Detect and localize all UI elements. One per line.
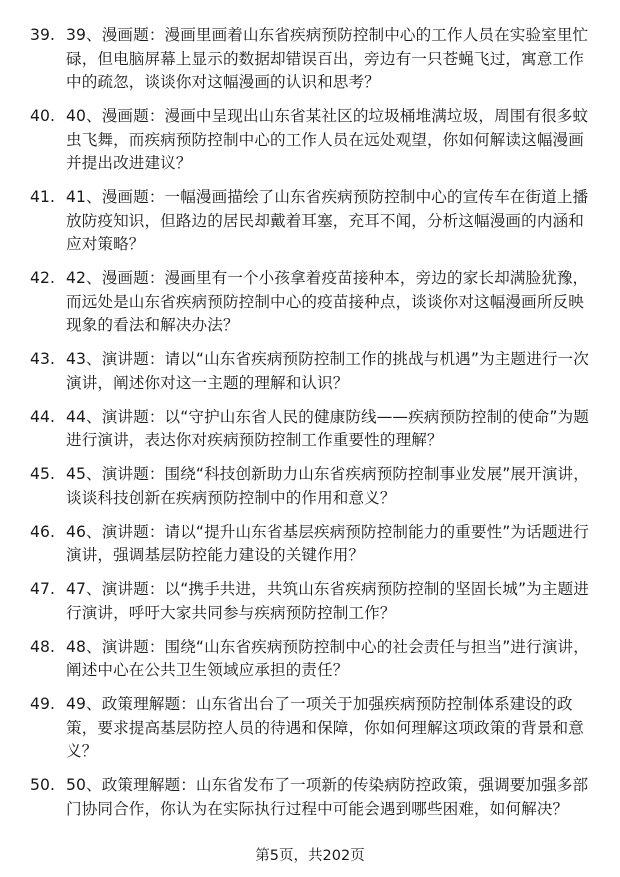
question-number: 48.: [30, 637, 56, 656]
question-item: [30, 521, 596, 568]
question-list: [30, 24, 596, 832]
question-item: [30, 693, 596, 764]
question-text: 49、政策理解题：山东省出台了一项关于加强疾病预防控制体系建设的政策，要求提高基层防控人员的待遇和保障，你如何理解这项政策的背景和意义？: [66, 695, 584, 760]
question-text: 39、漫画题：漫画里画着山东省疾病预防控制中心的工作人员在实验室里忙碌，但电脑屏幕上显示的数据却错误百出，旁边有一只苍蝇飞过，寓意工作中的疏忽，谈谈你对这幅漫画的认识和思考？: [66, 26, 589, 91]
question-number: 44.: [30, 407, 56, 426]
question-item: [30, 406, 596, 453]
question-item: [30, 463, 596, 510]
question-item: [30, 24, 596, 95]
question-item: [30, 186, 596, 257]
question-text: 46、演讲题：请以“提升山东省基层疾病预防控制能力的重要性”为话题进行演讲，强调基层防控能力建设的关键作用？: [66, 522, 589, 564]
question-text: 47、演讲题：以“携手共进，共筑山东省疾病预防控制的坚固长城”为主题进行演讲，呼吁大家共同参与疾病预防控制工作？: [66, 580, 589, 622]
page-footer: [0, 846, 620, 866]
question-item: [30, 578, 596, 625]
question-number: 50.: [30, 776, 56, 794]
question-number: 47.: [30, 580, 56, 598]
question-item: [30, 267, 596, 338]
question-number: 43.: [30, 350, 56, 368]
question-number: 46.: [30, 522, 56, 541]
page-number-label: 第5页，共202页: [255, 848, 365, 864]
question-text: 42、漫画题：漫画里有一个小孩拿着疫苗接种本，旁边的家长却满脸犹豫，而远处是山东省疾病预防控制中心的疫苗接种点，谈谈你对这幅漫画所反映现象的看法和解决办法？: [66, 269, 589, 334]
question-text: 43、演讲题：请以“山东省疾病预防控制工作的挑战与机遇”为主题进行一次演讲，阐述你对这一主题的理解和认识？: [66, 350, 589, 392]
question-item: [30, 348, 596, 395]
question-text: 45、演讲题：围绕“科技创新助力山东省疾病预防控制事业发展”展开演讲，谈谈科技创新在疾病预防控制中的作用和意义？: [66, 465, 589, 507]
question-text: 50、政策理解题：山东省发布了一项新的传染病防控政策，强调要加强多部门协同合作，你认为在实际执行过程中可能会遇到哪些困难，如何解决？: [66, 776, 589, 818]
question-item: [30, 105, 596, 176]
question-text: 41、漫画题：一幅漫画描绘了山东省疾病预防控制中心的宣传车在街道上播放防疫知识，但路边的居民却戴着耳塞，充耳不闻，分析这幅漫画的内涵和应对策略？: [66, 188, 589, 253]
question-item: [30, 636, 596, 683]
question-text: 48、演讲题：围绕“山东省疾病预防控制中心的社会责任与担当”进行演讲，阐述中心在公共卫生领域应承担的责任？: [66, 637, 589, 679]
question-number: 39.: [30, 26, 56, 44]
question-number: 45.: [30, 465, 56, 483]
question-text: 44、演讲题：以“守护山东省人民的健康防线——疾病预防控制的使命”为题进行演讲，表达你对疾病预防控制工作重要性的理解？: [66, 407, 589, 449]
question-text: 40、漫画题：漫画中呈现出山东省某社区的垃圾桶堆满垃圾，周围有很多蚊虫飞舞，而疾病预防控制中心的工作人员在远处观望，你如何解读这幅漫画并提出改进建议？: [66, 107, 589, 172]
question-number: 40.: [30, 107, 56, 125]
question-number: 42.: [30, 269, 56, 287]
question-number: 41.: [30, 188, 56, 206]
question-number: 49.: [30, 695, 56, 713]
question-item: [30, 774, 596, 821]
